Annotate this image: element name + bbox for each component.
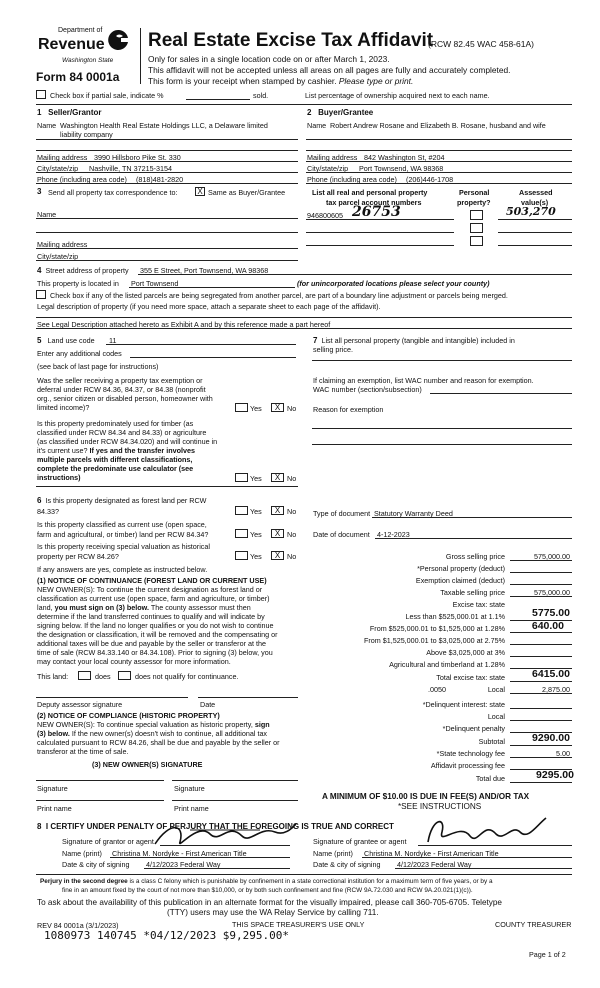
header-line3 [148,76,413,86]
doc-type-label: Type of document [313,509,371,518]
notice2-line4: transferor at the time of sale. [37,747,129,756]
notice1-rest1: determine if the land transferred continues to qualify and will indicate by [37,612,265,621]
buyer-line [306,172,572,173]
forest-q1b: 84.33? [37,507,59,516]
doc-type-value[interactable]: Statutory Warranty Deed [374,509,453,518]
personal-num: 7 [313,336,318,345]
perjury-text1: is a class C felony which is punishable by confinement in a state correctional institution for a maximum term of five years, or by a [127,878,493,885]
land-line [106,344,296,345]
buyer-city-label: City/state/zip [307,164,349,173]
header-line2: This affidavit will not be accepted unless all areas on all pages are fully and accurately completed. [148,65,511,75]
partial-sale-label: Check box if partial sale, indicate % [50,91,164,100]
corr-line [36,232,298,233]
tax-line [510,584,572,585]
legal-value[interactable]: See Legal Description attached hereto as Exhibit A and by this reference made a part hereof [37,320,331,329]
notice1-line1: NEW OWNER(S): To continue the current designation as forest land or [37,585,263,594]
dept-revenue: Revenue [38,36,105,53]
new-owner-sig-title: (3) NEW OWNER(S) SIGNATURE [92,760,203,769]
tax-line [510,720,572,721]
forest-q1a: Is this property designated as forest land per RCW [45,496,207,505]
notice2-l1a: NEW OWNER(S): To continue special valuation as historic property, [37,720,255,729]
q-timber-7: instructions) [37,473,81,482]
treasurer-space: THIS SPACE TREASURER'S USE ONLY [232,920,365,929]
q-timber-2: classified under RCW 84.34 and 84.33) or agriculture [37,428,207,437]
new-owner-sig-line [172,780,298,781]
land-label: Land use code [47,336,95,345]
assessed-line [498,219,572,220]
local-value[interactable]: 2,875.00 [542,685,570,694]
tax-line [510,656,572,657]
grantee-sig-label: Signature of grantee or agent [313,837,407,846]
legal-line [36,328,572,329]
parcel-number[interactable]: 946800605 [307,211,343,220]
buyer-line [306,161,572,162]
penalty-label: *Delinquent penalty [442,724,505,733]
tax-line [510,681,572,682]
does-checkbox[interactable] [78,671,91,680]
deputy-line [36,697,188,698]
does-label: does [95,672,111,681]
timber-no-checkbox[interactable]: X [271,473,284,482]
minimum-notice: A MINIMUM OF $10.00 IS DUE IN FEE(S) AND/OR TAX [322,792,530,801]
tech-value[interactable]: 5.00 [556,749,570,758]
personal-deduct-label: *Personal property (deduct) [417,564,505,573]
q-exempt-1: Was the seller receiving a property tax exemption or [37,376,203,385]
perjury-line2: fine in an amount fixed by the court of not more than $10,000, or by both such confinement and fine (RCW 9A.72.030 and RCW 9A.20.021(1)(c)). [62,887,473,894]
revenue-logo-icon [108,28,130,52]
located-value[interactable]: Port Townsend [131,279,179,288]
certify-title: I CERTIFY UNDER PENALTY OF PERJURY THAT THE FOREGOING IS TRUE AND CORRECT [45,822,394,831]
taxable-value[interactable]: 575,000.00 [534,588,570,597]
personal-row [313,336,515,345]
located-label: This property is located in [37,279,119,288]
seller-phone-label: Phone (including area code) [37,175,127,184]
corr-mailing-label: Mailing address [37,240,88,249]
street-num: 4 [37,266,42,275]
seller-city-label: City/state/zip [37,164,79,173]
bracket2-label: From $525,000.01 to $1,525,000 at 1.28% [369,624,505,633]
buyer-line [306,139,572,140]
seller-num: 1 [37,108,42,117]
land-num: 5 [37,336,42,345]
availability-line1: To ask about the availability of this publication in an alternate format for the visually impaired, please call 360-705-6705. Teletype [37,898,502,907]
partial-sale-checkbox[interactable] [36,90,46,99]
notice2-line2 [37,729,267,738]
forest-q2a: Is this property classified as current use (open space, [37,520,207,529]
notice1-line2: classification as current use (open space, farm and agriculture, or timber) [37,594,270,603]
new-owner-sig-label-1: Signature [37,784,68,793]
seller-name-value-2[interactable]: liability company [60,130,113,139]
this-land-label: This land: [37,672,69,681]
grantee-name-label: Name (print) [313,849,353,858]
assessed-value-hand: 503,270 [506,205,556,218]
grantee-date-value[interactable]: 4/12/2023 Federal Way [397,860,472,869]
notice2-title: (2) NOTICE OF COMPLIANCE (HISTORIC PROPERTY) [37,711,220,720]
corr-line [36,248,298,249]
grantor-date-label: Date & city of signing [62,860,130,869]
delinq-state-label: *Delinquent interest: state [422,700,505,709]
buyer-name-value[interactable]: Robert Andrew Rosane and Elizabeth B. Rosane, husband and wife [330,121,546,130]
parcel-hand-code: 26753 [352,204,401,220]
grantor-name-line [110,857,290,858]
availability-line2: (TTY) users may use the WA Relay Service by calling 711. [167,908,379,917]
state-label: Excise tax: state [452,600,505,609]
gross-label: Gross selling price [445,552,505,561]
corr-city-label: City/state/zip [37,252,79,261]
new-owner-sig-line [36,780,164,781]
reason-label: Reason for exemption [313,405,384,414]
parcels-h6: value(s) [521,198,549,207]
personal-property-checkbox[interactable] [470,210,483,220]
parcel-line [306,219,454,220]
does-not-label: does not qualify for continuance. [135,672,239,681]
see-instructions: *SEE INSTRUCTIONS [398,802,482,811]
seller-mailing-value[interactable]: 3990 Hillsboro Pike St. 330 [94,153,181,162]
buyer-city-value[interactable]: Port Townsend, WA 98368 [359,164,444,173]
buyer-name-label: Name [307,121,327,130]
deputy-label: Deputy assessor signature [37,700,123,709]
seller-mailing-label: Mailing address [37,153,88,162]
doc-date-value[interactable]: 4-12-2023 [377,530,410,539]
corr-line [36,260,298,261]
seller-phone-value[interactable]: (818)481-2820 [136,175,184,184]
q-timber-6: complete the predominate use calculator (see [37,464,194,473]
seller-heading [37,108,101,117]
notice1-title: (1) NOTICE OF CONTINUANCE (FOREST LAND OR CURRENT USE) [37,576,267,585]
reason-line [312,444,572,445]
q-timber-4b: If yes and the transfer involves [89,446,195,455]
parcels-h1: List all real and personal property [312,188,428,197]
legal-line [36,317,572,318]
tax-line [510,745,572,746]
form-number: Form 84 0001a [36,70,120,84]
exempt-label2: WAC number (section/subsection) [313,385,422,394]
notice1-rest3: the designation or classification, it will be removed and the compensating or [37,630,278,639]
deputy-date-label: Date [200,700,216,709]
grantee-name-value[interactable]: Christina M. Nordyke - First American Title [364,849,499,858]
forest-no-checkbox[interactable]: X [271,506,284,515]
seller-name-value[interactable]: Washington Health Real Estate Holdings LLC, a Delaware limited [60,121,268,130]
new-owner-print-line [36,800,164,801]
notice2-line1 [37,720,270,729]
land-use-row [37,336,95,345]
q-timber-4a: it's current use? [37,446,88,455]
historic-no-checkbox[interactable]: X [271,551,284,560]
forest-yes-label: Yes [250,507,262,516]
corr-num: 3 [37,187,42,196]
current-use-no-label: No [287,530,297,539]
tax-line [510,644,572,645]
new-owner-print-label-2: Print name [174,804,209,813]
partial-sale-input[interactable] [186,99,250,100]
dept-washington: Washington State [62,57,114,64]
local-rate[interactable]: .0050 [428,685,446,694]
reason-line [312,428,572,429]
grantee-date-label: Date & city of signing [313,860,381,869]
segregate-label: Check box if any of the listed parcels are being segregated from another parcel, are part of a boundary line adjustment or parcels being merged. [50,291,508,300]
exempt-label1: If claiming an exemption, list WAC number and reason for exemption. [313,376,534,385]
exempt-no-label: No [287,404,297,413]
street-label: Street address of property [45,266,129,275]
total-due-label: Total due [475,774,505,783]
taxable-label: Taxable selling price [440,588,505,597]
buyer-num: 2 [307,108,312,117]
forest-q3b: property per RCW 84.26? [37,552,119,561]
total-state-value[interactable]: 6415.00 [532,668,570,680]
doc-type-line [372,517,572,518]
exempt-yes-checkbox[interactable] [235,403,248,412]
header-line1: Only for sales in a single location code on or after March 1, 2023. [148,54,390,64]
parcels-h2: tax parcel account numbers [326,198,422,207]
tax-line [510,757,572,758]
historic-no-label: No [287,552,297,561]
buyer-mailing-value[interactable]: 842 Washington St, #204 [364,153,445,162]
buyer-heading [307,108,373,117]
deputy-date-line [198,697,298,698]
tax-line [510,693,572,694]
cashier-receipt: 1080973 140745 *04/12/2023 $9,295.00* [44,929,290,942]
bracket2-value[interactable]: 640.00 [531,620,564,632]
personal-label1: List all personal property (tangible and intangible) included in [321,336,515,345]
q-exempt-4: limited income)? [37,403,90,412]
section-rule [36,486,298,487]
page-number: Page 1 of 2 [529,950,566,959]
q-timber-3: (as classified under RCW 84.34.020) and will continue in [37,437,218,446]
new-owner-print-line [172,800,298,801]
grantee-signature-icon [420,812,550,848]
header-line3-italic: Please type or print. [338,76,414,86]
notice1-rest5: time of sale (RCW 84.33.140 or 84.34.108). Prior to signing (3) below, you [37,648,273,657]
wac-line [430,393,572,394]
parcel-line [306,245,454,246]
seller-line [36,183,298,184]
notice1-line3b: you must sign on (3) below. [54,603,149,612]
buyer-line [306,150,572,151]
delinq-local-label: Local [487,712,505,721]
grantor-name-value[interactable]: Christina M. Nordyke - First American Title [112,849,247,858]
grantor-date-value[interactable]: 4/12/2023 Federal Way [146,860,221,869]
tax-line [510,572,572,573]
segregate-checkbox[interactable] [36,290,46,299]
street-row [37,266,129,275]
notice2-l1b: sign [254,720,270,729]
county-treasurer: COUNTY TREASURER [495,920,572,929]
buyer-title: Buyer/Grantee [318,108,374,117]
grantor-signature-icon [150,816,300,850]
grantor-name-label: Name (print) [62,849,102,858]
q-timber-5: multiple parcels with different classifications, [37,455,193,464]
q-timber-1: Is this property predominately used for timber (as [37,419,194,428]
exempt-yes-label: Yes [250,404,262,413]
notice1-rest2: signing below. If the land no longer qualifies or you do not wish to continue [37,621,274,630]
header-line3-text: This form is your receipt when stamped by cashier. [148,76,337,86]
local-label: Local [487,685,505,694]
seller-title: Seller/Grantor [48,108,102,117]
ag-label: Agricultural and timberland at 1.28% [389,660,505,669]
rule [36,874,572,875]
forest-if-yes: If any answers are yes, complete as instructed below. [37,565,208,574]
parcels-h4: property? [457,198,491,207]
street-value[interactable]: 355 E Street, Port Townsend, WA 98368 [140,266,269,275]
corr-label: Send all property tax correspondence to: [48,188,178,197]
corr-name-label: Name [37,210,57,219]
form-citation: (RCW 82.45 WAC 458-61A) [428,39,534,49]
q-exempt-3: org., senior citizen or disabled person, homeowner with [37,394,213,403]
form-title: Real Estate Excise Tax Affidavit [148,30,434,51]
bracket4-label: Above $3,025,000 at 3% [426,648,505,657]
new-owner-print-label-1: Print name [37,804,72,813]
legal-label: Legal description of property (if you need more space, attach a separate sheet to each page of the affidavit). [37,302,381,311]
timber-yes-label: Yes [250,474,262,483]
tax-line [510,782,572,783]
notice2-l2b: If the new owner(s) doesn't wish to continue, all additional tax [69,729,268,738]
tax-line [510,560,572,561]
rule [36,104,572,105]
seller-line [36,150,298,151]
forest-q1 [37,496,206,505]
current-use-yes-label: Yes [250,530,262,539]
historic-yes-checkbox[interactable] [235,551,248,560]
subtotal-value[interactable]: 9290.00 [532,732,570,744]
does-not-checkbox[interactable] [118,671,131,680]
land-see-back: (see back of last page for instructions) [37,362,159,371]
land-use-value[interactable]: 11 [109,336,117,345]
partial-sale-sold: sold. [253,91,269,100]
q-exempt-2: deferral under RCW 84.36, 84.37, or 84.38 (nonprofit [37,385,206,394]
header-divider [140,28,141,84]
notice1-rest6: may contact your local county assessor for more information. [37,657,231,666]
notice1-rest4: additional taxes will be due and payable by the seller or transferor at the [37,639,266,648]
forest-q3a: Is this property receiving special valuation as historical [37,542,210,551]
total-state-label: Total excise tax: state [436,673,505,682]
certify-num: 8 [37,822,42,831]
exemption-label: Exemption claimed (deduct) [415,576,505,585]
parcels-h5: Assessed [519,188,553,197]
notice1-line3c: The county assessor must then [148,603,251,612]
seller-city-value[interactable]: Nashville, TN 37215-3154 [89,164,172,173]
street-line [138,274,572,275]
historic-yes-label: Yes [250,552,262,561]
tax-line [510,596,572,597]
forest-q2b: farm and agricultural, or timber) land per RCW 84.34? [37,530,209,539]
seller-line [36,172,298,173]
land-line [130,357,296,358]
affidavit-fee-label: Affidavit processing fee [430,761,505,770]
doc-date-label: Date of document [313,530,370,539]
seller-line [36,161,298,162]
personal-label2: selling price. [313,345,353,354]
total-due-value[interactable]: 9295.00 [536,769,574,781]
gross-value[interactable]: 575,000.00 [534,552,570,561]
buyer-phone-value[interactable]: (206)446-1708 [406,175,454,184]
forest-no-label: No [287,507,297,516]
doc-date-line [375,538,572,539]
timber-no-label: No [287,474,297,483]
seller-name-label: Name [37,121,57,130]
parcel-line [306,232,454,233]
current-use-yes-checkbox[interactable] [235,529,248,538]
land-additional: Enter any additional codes [37,349,122,358]
tech-label: *State technology fee [436,749,505,758]
grantee-date-line [395,868,572,869]
notice1-line3 [37,603,251,612]
located-note: (for unincorporated locations please select your county) [297,279,490,288]
corr-same: Same as Buyer/Grantee [208,188,286,197]
personal-property-checkbox[interactable] [470,236,483,246]
bracket3-label: From $1,525,000.01 to $3,025,000 at 2.75% [363,636,505,645]
buyer-mailing-label: Mailing address [307,153,358,162]
list-percentage: List percentage of ownership acquired next to each name. [305,91,490,100]
forest-yes-checkbox[interactable] [235,506,248,515]
new-owner-sig-label-2: Signature [174,784,205,793]
buyer-line [306,183,572,184]
dept-line1: Department of [58,27,103,34]
parcels-h3: Personal [459,188,490,197]
bracket1-value[interactable]: 5775.00 [532,607,570,619]
rev-number: REV 84 0001a (3/1/2023) [37,921,119,930]
personal-line [312,360,572,361]
grantor-date-line [144,868,290,869]
perjury-line1 [40,878,493,885]
notice1-line3a: land, [37,603,55,612]
seller-line [36,139,298,140]
assessed-line [498,245,572,246]
subtotal-label: Subtotal [478,737,505,746]
same-as-buyer-checkbox[interactable]: X [195,187,205,196]
grantee-name-line [362,857,572,858]
bracket1-label: Less than $525,000.01 at 1.1% [405,612,505,621]
buyer-phone-label: Phone (including area code) [307,175,397,184]
notice2-l2a: (3) below. [37,729,70,738]
perjury-bold: Perjury in the second degree [40,878,128,885]
tax-line [510,632,572,633]
timber-yes-checkbox[interactable] [235,473,248,482]
located-line [129,287,295,288]
exempt-no-checkbox[interactable]: X [271,403,284,412]
current-use-no-checkbox[interactable]: X [271,529,284,538]
personal-property-checkbox[interactable] [470,223,483,233]
tax-line [510,708,572,709]
corr-line [36,218,298,219]
assessed-line [498,232,572,233]
notice2-line3: calculated pursuant to RCW 84.26, shall be due and payable by the seller or [37,738,280,747]
grantor-sig-label: Signature of grantor or agent [62,837,154,846]
q-timber-4 [37,446,195,455]
forest-num: 6 [37,496,42,505]
